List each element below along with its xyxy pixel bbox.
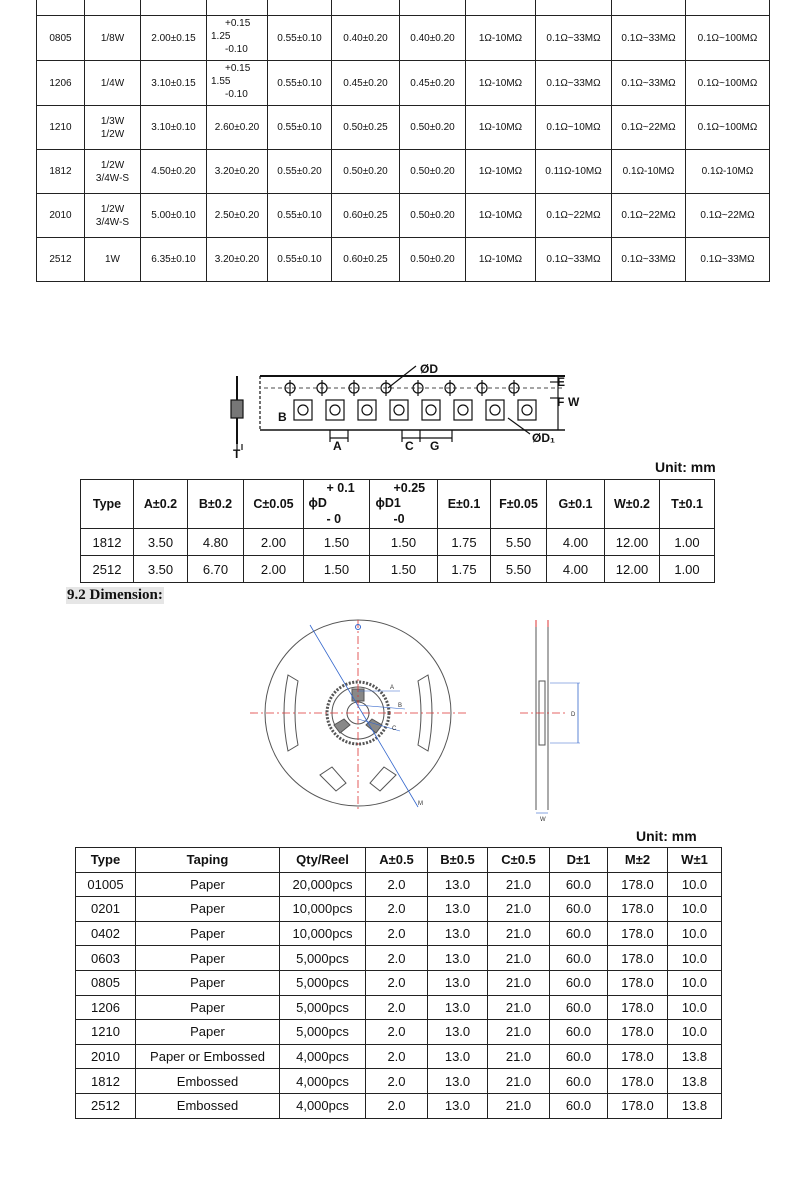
spec-cell: 0.1Ω~22MΩ: [536, 194, 612, 238]
spec-cell: 0.1Ω~33MΩ: [536, 61, 612, 106]
tolerance-plus: +0.15: [225, 63, 251, 74]
tolerance-plus: + 0.1: [326, 480, 355, 495]
reel-cell: 60.0: [550, 1020, 608, 1045]
carrier-pocket: [294, 400, 312, 420]
tape-cell: 5.50: [491, 529, 547, 556]
reel-cell: 10.0: [668, 995, 722, 1020]
power-line: 3/4W-S: [95, 172, 130, 184]
tape-cell: 3.50: [134, 556, 188, 583]
tape-header-cell: [304, 480, 370, 529]
spec-row: [37, 106, 770, 150]
reel-cell: Embossed: [136, 1069, 280, 1094]
tape-header-cell: T±0.1: [660, 480, 715, 529]
spec-cell: 0.1Ω~33MΩ: [612, 16, 686, 61]
tolerance-minus: -0.10: [225, 44, 248, 55]
reel-cell: 13.0: [428, 970, 488, 995]
reel-cell: 13.8: [668, 1093, 722, 1118]
spec-cell: 1Ω-10MΩ: [466, 106, 536, 150]
tape-cell: 2.00: [244, 529, 304, 556]
tape-cell: 1812: [81, 529, 134, 556]
reel-cell: 10.0: [668, 872, 722, 897]
reel-cell: 13.8: [668, 1044, 722, 1069]
spec-cell: 0.1Ω~33MΩ: [612, 238, 686, 282]
reel-header-cell: W±1: [668, 848, 722, 873]
tolerance-base: ϕD: [308, 495, 327, 510]
spec-cell: 1Ω-10MΩ: [466, 150, 536, 194]
tape-cell: 6.70: [188, 556, 244, 583]
reel-cell: 21.0: [488, 995, 550, 1020]
spec-cell: [85, 106, 141, 150]
spec-row: [37, 16, 770, 61]
spec-cell: 3.20±0.20: [207, 238, 268, 282]
carrier-pocket: [518, 400, 536, 420]
reel-cell: 60.0: [550, 970, 608, 995]
spec-cell: [85, 194, 141, 238]
reel-cell: 13.0: [428, 872, 488, 897]
reel-label-b: B: [398, 703, 403, 709]
reel-cell: Paper or Embossed: [136, 1044, 280, 1069]
reel-cell: 10.0: [668, 1020, 722, 1045]
reel-cell: 5,000pcs: [280, 995, 366, 1020]
tape-cell: 2.00: [244, 556, 304, 583]
tolerance-plus: +0.15: [225, 18, 251, 29]
spec-cell: 0.50±0.20: [400, 150, 466, 194]
reel-cell: 21.0: [488, 1044, 550, 1069]
reel-cell: 21.0: [488, 921, 550, 946]
spec-cell: 1Ω-10MΩ: [466, 16, 536, 61]
spec-cell: [536, 0, 612, 16]
pocket-hole: [426, 405, 436, 415]
reel-cell: 21.0: [488, 970, 550, 995]
carrier-pocket: [326, 400, 344, 420]
reel-header-cell: Qty/Reel: [280, 848, 366, 873]
reel-cell: 178.0: [608, 872, 668, 897]
spec-cell: [400, 0, 466, 16]
reel-cell: 13.0: [428, 921, 488, 946]
spec-cell: [686, 0, 770, 16]
tape-cell: 3.50: [134, 529, 188, 556]
spec-cell: 2.00±0.15: [141, 16, 207, 61]
tolerance-value: [209, 16, 265, 56]
pocket-hole: [522, 405, 532, 415]
resistor-spec-table: [36, 0, 770, 282]
reel-dimension-table: [75, 847, 722, 1119]
tape-cell: 1.50: [370, 529, 438, 556]
reel-cell: 178.0: [608, 921, 668, 946]
label-t: T: [233, 447, 241, 458]
spec-cell: 1Ω-10MΩ: [466, 61, 536, 106]
tolerance-minus: - 0: [326, 511, 342, 526]
tape-header-cell: E±0.1: [438, 480, 491, 529]
pocket-hole: [458, 405, 468, 415]
reel-cell: 1812: [76, 1069, 136, 1094]
spec-cell: 0.55±0.10: [268, 238, 332, 282]
reel-cell: 13.0: [428, 1069, 488, 1094]
reel-cell: 13.0: [428, 1044, 488, 1069]
label-g: G: [430, 439, 440, 453]
tape-cell: 1.00: [660, 556, 715, 583]
reel-cell: 178.0: [608, 1069, 668, 1094]
reel-cell: 1210: [76, 1020, 136, 1045]
pocket-hole: [362, 405, 372, 415]
reel-row: [76, 1044, 722, 1069]
tolerance-base: 1.55: [211, 76, 231, 87]
tape-cell: 4.00: [547, 556, 605, 583]
tape-unit-label: Unit: mm: [655, 459, 716, 475]
spec-cell: 0.50±0.20: [332, 150, 400, 194]
power-line: 3/4W-S: [95, 216, 130, 228]
spec-cell: 1Ω-10MΩ: [466, 194, 536, 238]
reel-cell: 60.0: [550, 995, 608, 1020]
spec-cell: 0.1Ω~22MΩ: [686, 194, 770, 238]
reel-cell: 21.0: [488, 872, 550, 897]
tape-cell: 1.75: [438, 556, 491, 583]
label-b: B: [278, 410, 287, 424]
spec-cell: 1/8W: [85, 16, 141, 61]
reel-row: [76, 1069, 722, 1094]
reel-unit-label: Unit: mm: [636, 828, 697, 844]
reel-row: [76, 970, 722, 995]
spec-cell: 0.60±0.25: [332, 194, 400, 238]
spec-cell: [85, 0, 141, 16]
spec-row: [37, 194, 770, 238]
spec-cell: 0.50±0.20: [400, 194, 466, 238]
tape-header-cell: W±0.2: [605, 480, 660, 529]
reel-cell: 0402: [76, 921, 136, 946]
spec-cell: 1W: [85, 238, 141, 282]
spec-cell: 1206: [37, 61, 85, 106]
reel-cell: 178.0: [608, 995, 668, 1020]
spec-cell: [268, 0, 332, 16]
reel-cell: Embossed: [136, 1093, 280, 1118]
reel-cell: 21.0: [488, 1069, 550, 1094]
reel-cell: Paper: [136, 897, 280, 922]
section-title: 9.2 Dimension:: [67, 587, 163, 603]
reel-cell: 178.0: [608, 970, 668, 995]
spec-cell: 0.45±0.20: [400, 61, 466, 106]
reel-header-cell: Type: [76, 848, 136, 873]
reel-cell: 5,000pcs: [280, 970, 366, 995]
reel-row: [76, 872, 722, 897]
tape-cell: 1.75: [438, 529, 491, 556]
tape-header-cell: G±0.1: [547, 480, 605, 529]
tape-cell: 1.50: [370, 556, 438, 583]
spec-cell: 3.10±0.15: [141, 61, 207, 106]
tape-cell: 1.00: [660, 529, 715, 556]
reel-cell: 2.0: [366, 872, 428, 897]
reel-cell: 10.0: [668, 921, 722, 946]
reel-header-cell: A±0.5: [366, 848, 428, 873]
reel-cell: Paper: [136, 921, 280, 946]
reel-cell: 4,000pcs: [280, 1069, 366, 1094]
reel-cell: 178.0: [608, 1093, 668, 1118]
spec-cell: 0.40±0.20: [400, 16, 466, 61]
reel-cell: 60.0: [550, 946, 608, 971]
spec-cell: 0.45±0.20: [332, 61, 400, 106]
spec-cell: 0.1Ω~33MΩ: [612, 61, 686, 106]
reel-cell: 178.0: [608, 1020, 668, 1045]
reel-cell: Paper: [136, 970, 280, 995]
reel-cell: 10.0: [668, 946, 722, 971]
reel-cell: Paper: [136, 1020, 280, 1045]
reel-row: [76, 897, 722, 922]
reel-cell: 2.0: [366, 921, 428, 946]
label-od: ØD: [420, 362, 438, 376]
reel-cell: 0201: [76, 897, 136, 922]
power-line: 1/2W: [100, 203, 125, 215]
spec-cell: 0.1Ω-10MΩ: [612, 150, 686, 194]
reel-label-c: C: [392, 726, 397, 732]
tape-cell: 12.00: [605, 529, 660, 556]
spec-cell: 2010: [37, 194, 85, 238]
tape-cell: 2512: [81, 556, 134, 583]
spec-cell: 0.50±0.20: [400, 106, 466, 150]
carrier-pocket: [454, 400, 472, 420]
carrier-pocket: [390, 400, 408, 420]
tape-cell: 5.50: [491, 556, 547, 583]
spec-cell: 1/4W: [85, 61, 141, 106]
reel-row: [76, 1020, 722, 1045]
spec-cell: 0.1Ω~33MΩ: [536, 16, 612, 61]
spec-cell: 0.55±0.10: [268, 16, 332, 61]
reel-cell: 60.0: [550, 1044, 608, 1069]
spec-cell: 0.55±0.20: [268, 150, 332, 194]
reel-cell: 2.0: [366, 1093, 428, 1118]
reel-cell: 10.0: [668, 897, 722, 922]
reel-cell: 60.0: [550, 921, 608, 946]
reel-cell: 10,000pcs: [280, 897, 366, 922]
spec-cell: 0.1Ω-10MΩ: [686, 150, 770, 194]
spec-cell: [332, 0, 400, 16]
spec-cell: 0.1Ω~10MΩ: [536, 106, 612, 150]
spec-cell: [141, 0, 207, 16]
reel-label-w: W: [540, 817, 546, 823]
tolerance-header: [374, 481, 434, 525]
spec-cell: 3.10±0.10: [141, 106, 207, 150]
reel-label-m: M: [418, 801, 423, 807]
tape-row: [81, 529, 715, 556]
tolerance-value: [209, 61, 265, 101]
pocket-hole: [394, 405, 404, 415]
spec-row: [37, 0, 770, 16]
reel-row: [76, 995, 722, 1020]
spec-cell: 3.20±0.20: [207, 150, 268, 194]
carrier-pocket: [486, 400, 504, 420]
spec-cell: 0.40±0.20: [332, 16, 400, 61]
reel-cell: 21.0: [488, 1020, 550, 1045]
label-f: F: [557, 395, 565, 409]
tape-header-cell: C±0.05: [244, 480, 304, 529]
spec-cell: 0.1Ω~100MΩ: [686, 16, 770, 61]
spec-cell: 2.60±0.20: [207, 106, 268, 150]
tolerance-base: 1.25: [211, 31, 231, 42]
spec-cell: 0.1Ω~33MΩ: [686, 238, 770, 282]
spec-cell: 0.60±0.25: [332, 238, 400, 282]
spec-cell: 0.50±0.20: [400, 238, 466, 282]
reel-cell: 2512: [76, 1093, 136, 1118]
reel-cell: 2.0: [366, 970, 428, 995]
reel-row: [76, 946, 722, 971]
spec-cell: 2512: [37, 238, 85, 282]
reel-cell: 01005: [76, 872, 136, 897]
power-line: 1/2W: [100, 128, 125, 140]
reel-cell: 60.0: [550, 1069, 608, 1094]
reel-diagram: [240, 615, 600, 830]
spec-cell: 0805: [37, 16, 85, 61]
spec-cell: 0.1Ω~22MΩ: [612, 106, 686, 150]
spec-cell: 0.11Ω-10MΩ: [536, 150, 612, 194]
spec-row: [37, 238, 770, 282]
tape-header-cell: A±0.2: [134, 480, 188, 529]
tape-cell: 1.50: [304, 556, 370, 583]
tolerance-minus: -0.10: [225, 89, 248, 100]
reel-cell: 21.0: [488, 1093, 550, 1118]
tolerance-base: ϕD1: [375, 495, 401, 510]
tolerance-header: [307, 481, 367, 525]
reel-cell: 178.0: [608, 897, 668, 922]
spec-cell: 0.1Ω~33MΩ: [536, 238, 612, 282]
reel-cell: 2010: [76, 1044, 136, 1069]
spec-cell: 0.55±0.10: [268, 194, 332, 238]
reel-cell: 2.0: [366, 897, 428, 922]
reel-cell: 13.0: [428, 995, 488, 1020]
reel-cell: 0603: [76, 946, 136, 971]
tolerance-plus: +0.25: [393, 480, 426, 495]
tape-row: [81, 556, 715, 583]
reel-cell: 13.0: [428, 1093, 488, 1118]
tape-cell: 1.50: [304, 529, 370, 556]
pocket-hole: [298, 405, 308, 415]
spec-cell: [37, 0, 85, 16]
spec-cell: 1210: [37, 106, 85, 150]
reel-row: [76, 1093, 722, 1118]
spec-cell: [207, 61, 268, 106]
reel-cell: 5,000pcs: [280, 1020, 366, 1045]
spec-cell: 4.50±0.20: [141, 150, 207, 194]
reel-cell: 2.0: [366, 995, 428, 1020]
reel-cell: 0805: [76, 970, 136, 995]
spec-cell: [466, 0, 536, 16]
reel-cell: 13.0: [428, 897, 488, 922]
reel-cell: 10.0: [668, 970, 722, 995]
carrier-pocket: [358, 400, 376, 420]
reel-cell: 4,000pcs: [280, 1093, 366, 1118]
reel-cell: 13.8: [668, 1069, 722, 1094]
tape-header-cell: B±0.2: [188, 480, 244, 529]
reel-cell: Paper: [136, 872, 280, 897]
label-od1: ØD₁: [532, 431, 555, 445]
reel-cell: 1206: [76, 995, 136, 1020]
tape-header-cell: [370, 480, 438, 529]
label-a: A: [333, 439, 342, 453]
power-line: 1/3W: [100, 115, 125, 127]
spec-cell: 0.55±0.10: [268, 106, 332, 150]
reel-cell: 13.0: [428, 946, 488, 971]
reel-header-cell: M±2: [608, 848, 668, 873]
reel-cell: 10,000pcs: [280, 921, 366, 946]
reel-cell: 21.0: [488, 946, 550, 971]
reel-cell: 60.0: [550, 872, 608, 897]
tape-cell: 12.00: [605, 556, 660, 583]
spec-cell: 0.1Ω~22MΩ: [612, 194, 686, 238]
spec-cell: [612, 0, 686, 16]
reel-cell: Paper: [136, 946, 280, 971]
reel-label-d: D: [571, 712, 576, 718]
spec-row: [37, 150, 770, 194]
spec-cell: 1812: [37, 150, 85, 194]
reel-cell: 13.0: [428, 1020, 488, 1045]
tape-header-cell: F±0.05: [491, 480, 547, 529]
tape-header-cell: Type: [81, 480, 134, 529]
spec-cell: 5.00±0.10: [141, 194, 207, 238]
reel-label-a: A: [390, 685, 395, 691]
tape-diagram: [220, 358, 580, 458]
label-w: W: [568, 395, 580, 409]
reel-cell: 2.0: [366, 1044, 428, 1069]
spec-cell: 0.1Ω~100MΩ: [686, 106, 770, 150]
reel-cell: 20,000pcs: [280, 872, 366, 897]
reel-header-cell: C±0.5: [488, 848, 550, 873]
tape-cell: 4.80: [188, 529, 244, 556]
pocket-hole: [330, 405, 340, 415]
tolerance-minus: -0: [393, 511, 405, 526]
spec-cell: 0.50±0.25: [332, 106, 400, 150]
spec-cell: 0.1Ω~100MΩ: [686, 61, 770, 106]
reel-cell: 2.0: [366, 1069, 428, 1094]
reel-cell: 2.0: [366, 1020, 428, 1045]
label-c: C: [405, 439, 414, 453]
reel-cell: 178.0: [608, 946, 668, 971]
carrier-pocket: [422, 400, 440, 420]
spec-cell: 1Ω-10MΩ: [466, 238, 536, 282]
reel-cell: 178.0: [608, 1044, 668, 1069]
reel-cell: 60.0: [550, 897, 608, 922]
spec-row: [37, 61, 770, 106]
tape-cell: 4.00: [547, 529, 605, 556]
tape-dimension-table: [80, 479, 715, 583]
spec-cell: 2.50±0.20: [207, 194, 268, 238]
reel-header-cell: B±0.5: [428, 848, 488, 873]
label-e: E: [557, 375, 566, 389]
reel-row: [76, 921, 722, 946]
power-line: 1/2W: [100, 159, 125, 171]
spec-cell: [85, 150, 141, 194]
spec-cell: [207, 0, 268, 16]
spec-cell: 6.35±0.10: [141, 238, 207, 282]
reel-cell: Paper: [136, 995, 280, 1020]
reel-cell: 60.0: [550, 1093, 608, 1118]
reel-cell: 21.0: [488, 897, 550, 922]
reel-header-cell: Taping: [136, 848, 280, 873]
reel-cell: 5,000pcs: [280, 946, 366, 971]
spec-cell: 0.55±0.10: [268, 61, 332, 106]
spec-cell: [207, 16, 268, 61]
reel-cell: 4,000pcs: [280, 1044, 366, 1069]
reel-cell: 2.0: [366, 946, 428, 971]
reel-header-cell: D±1: [550, 848, 608, 873]
pocket-hole: [490, 405, 500, 415]
